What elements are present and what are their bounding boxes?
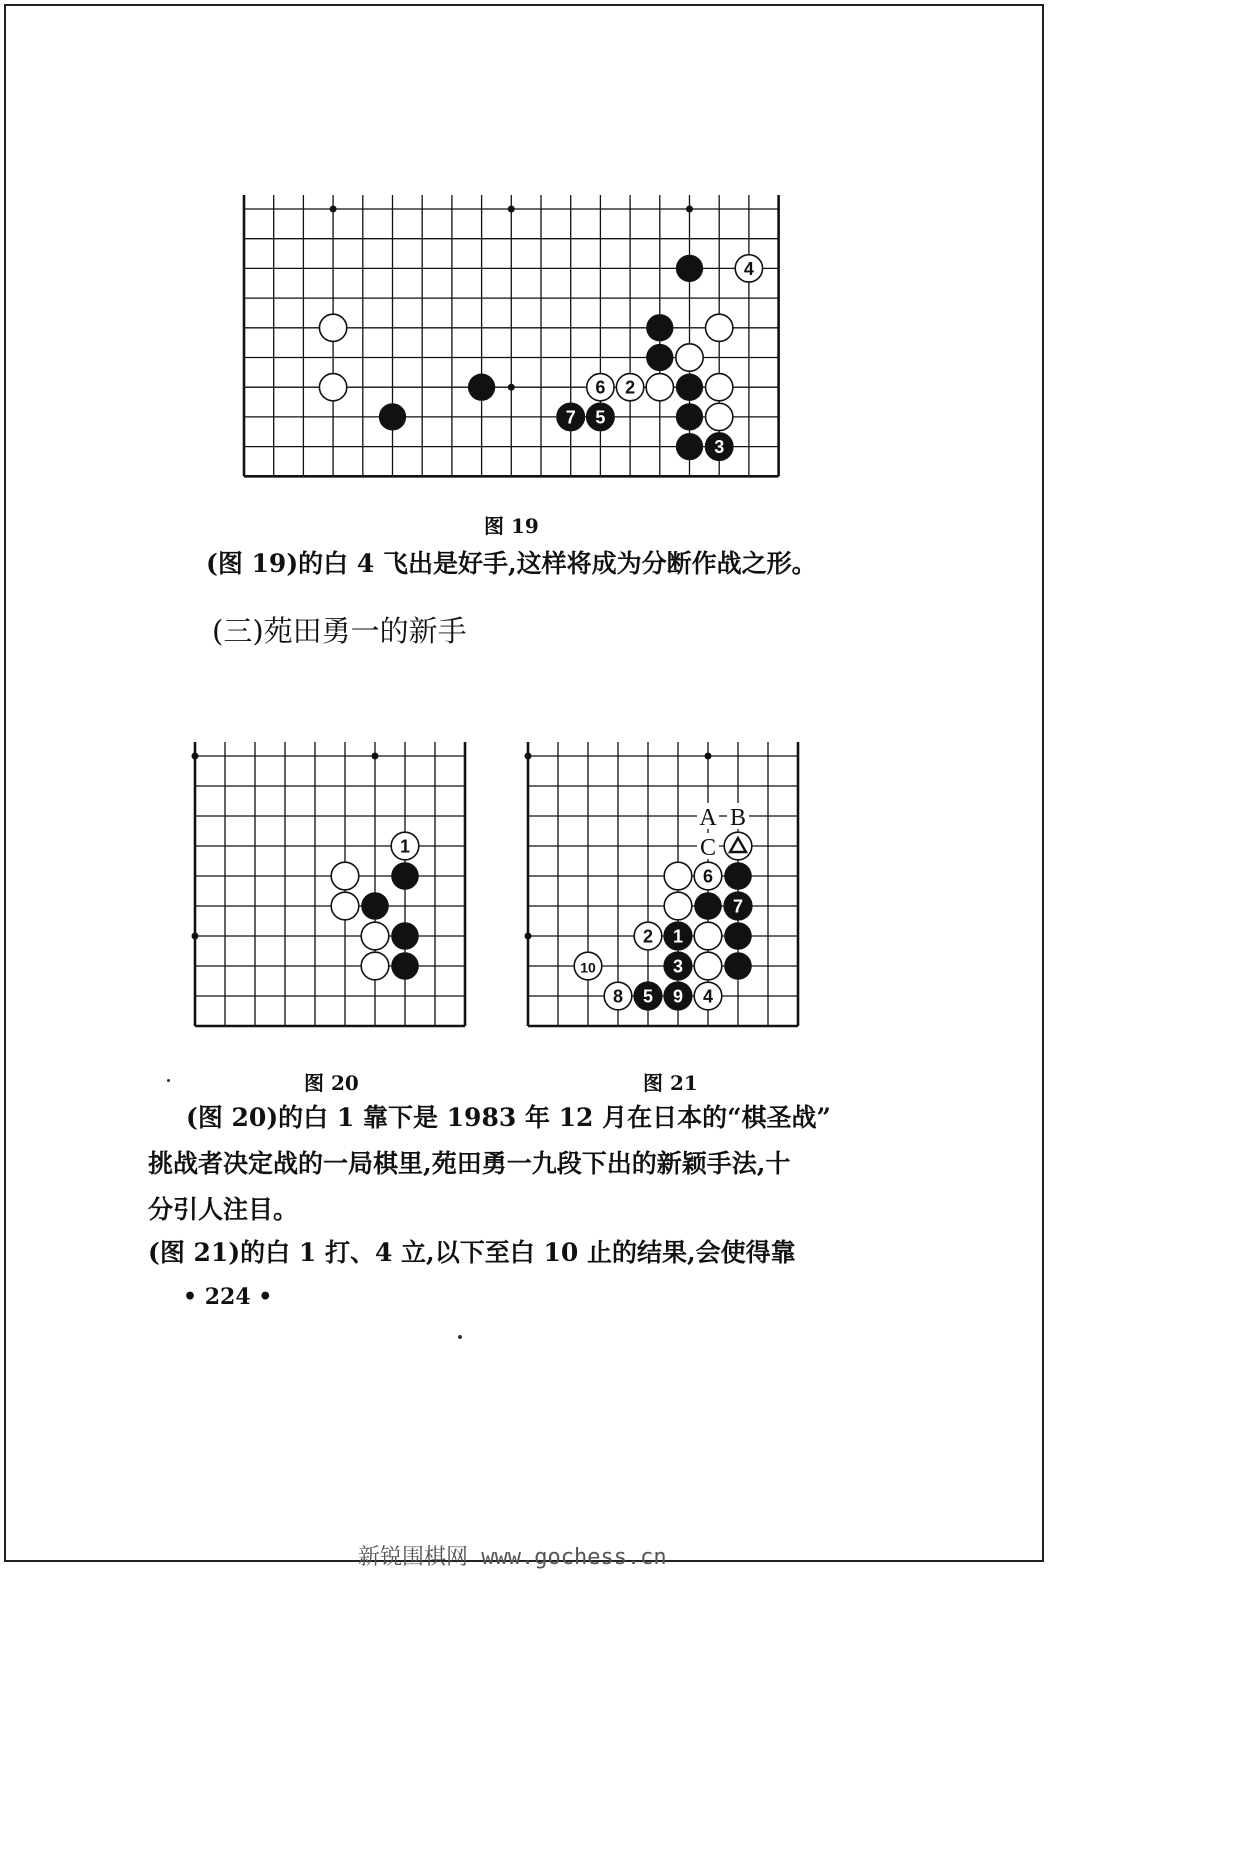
white-stone	[319, 374, 346, 401]
move-number: 7	[732, 896, 744, 917]
white-stone	[664, 862, 692, 890]
black-stone	[468, 374, 495, 401]
watermark: 新锐围棋网 www.gochess.cn	[358, 1545, 667, 1570]
move-number: 3	[672, 956, 684, 977]
move-number: 6	[702, 866, 714, 887]
white-stone	[646, 374, 673, 401]
white-stone	[706, 403, 733, 430]
star-point	[525, 933, 532, 940]
move-number: 4	[743, 258, 754, 279]
white-stone	[664, 892, 692, 920]
move-number: 9	[672, 986, 684, 1007]
black-stone	[646, 344, 673, 371]
star-point	[508, 384, 515, 391]
board-grid	[195, 742, 465, 1026]
white-stone	[331, 862, 359, 890]
figure-21-caption: 图 21	[643, 1071, 698, 1095]
go-board-figure-21	[523, 741, 813, 1033]
paragraph-figure-21: (图 21)的白 1 打、4 立,以下至白 10 止的结果,会使得靠	[148, 1238, 796, 1267]
white-stone	[694, 952, 722, 980]
black-stone	[361, 892, 389, 920]
scan-speck	[458, 1335, 462, 1339]
section-heading: (三)苑田勇一的新手	[212, 614, 467, 648]
move-number: 1	[399, 836, 411, 857]
move-number: 5	[642, 986, 654, 1007]
white-stone	[694, 922, 722, 950]
black-stone	[724, 952, 752, 980]
scan-speck	[167, 1079, 170, 1082]
white-stone	[319, 314, 346, 341]
move-number: 4	[702, 986, 714, 1007]
black-stone	[391, 862, 419, 890]
black-stone	[646, 314, 673, 341]
board-grid	[528, 742, 798, 1026]
star-point	[192, 753, 199, 760]
star-point	[372, 753, 379, 760]
move-number: 2	[625, 377, 636, 398]
move-number: 2	[642, 926, 654, 947]
go-board-figure-19	[240, 194, 780, 484]
white-stone	[676, 344, 703, 371]
star-point	[705, 753, 712, 760]
move-number: 10	[580, 959, 596, 976]
move-number: 8	[612, 986, 624, 1007]
star-point	[508, 206, 515, 213]
black-stone	[676, 403, 703, 430]
black-stone	[676, 255, 703, 282]
star-point	[330, 206, 337, 213]
move-number: 7	[565, 407, 576, 428]
go-board-figure-20	[190, 741, 480, 1033]
star-point	[192, 933, 199, 940]
point-label: C	[699, 835, 717, 861]
move-number: 5	[595, 407, 606, 428]
paragraph-figure-20-line-3: 分引人注目。	[148, 1195, 299, 1224]
move-number: 1	[672, 926, 684, 947]
black-stone	[391, 922, 419, 950]
move-number: 3	[714, 437, 725, 458]
point-label: B	[729, 805, 747, 831]
white-stone	[331, 892, 359, 920]
paragraph-figure-19: (图 19)的白 4 飞出是好手,这样将成为分断作战之形。	[206, 549, 817, 578]
white-stone	[361, 922, 389, 950]
black-stone	[724, 862, 752, 890]
star-point	[525, 753, 532, 760]
point-label: A	[699, 805, 717, 831]
black-stone	[676, 433, 703, 460]
black-stone	[379, 403, 406, 430]
page-number: • 224 •	[183, 1284, 273, 1310]
black-stone	[676, 374, 703, 401]
black-stone	[391, 952, 419, 980]
paragraph-figure-20-line-2: 挑战者决定战的一局棋里,苑田勇一九段下出的新颖手法,十	[148, 1149, 791, 1178]
white-stone	[361, 952, 389, 980]
paragraph-figure-20-line-1: (图 20)的白 1 靠下是 1983 年 12 月在日本的“棋圣战”	[186, 1103, 831, 1132]
figure-20-caption: 图 20	[304, 1071, 359, 1095]
black-stone	[694, 892, 722, 920]
white-stone	[706, 374, 733, 401]
black-stone	[724, 922, 752, 950]
figure-19-caption: 图 19	[484, 514, 539, 538]
move-number: 6	[595, 377, 606, 398]
star-point	[686, 206, 693, 213]
white-stone	[706, 314, 733, 341]
